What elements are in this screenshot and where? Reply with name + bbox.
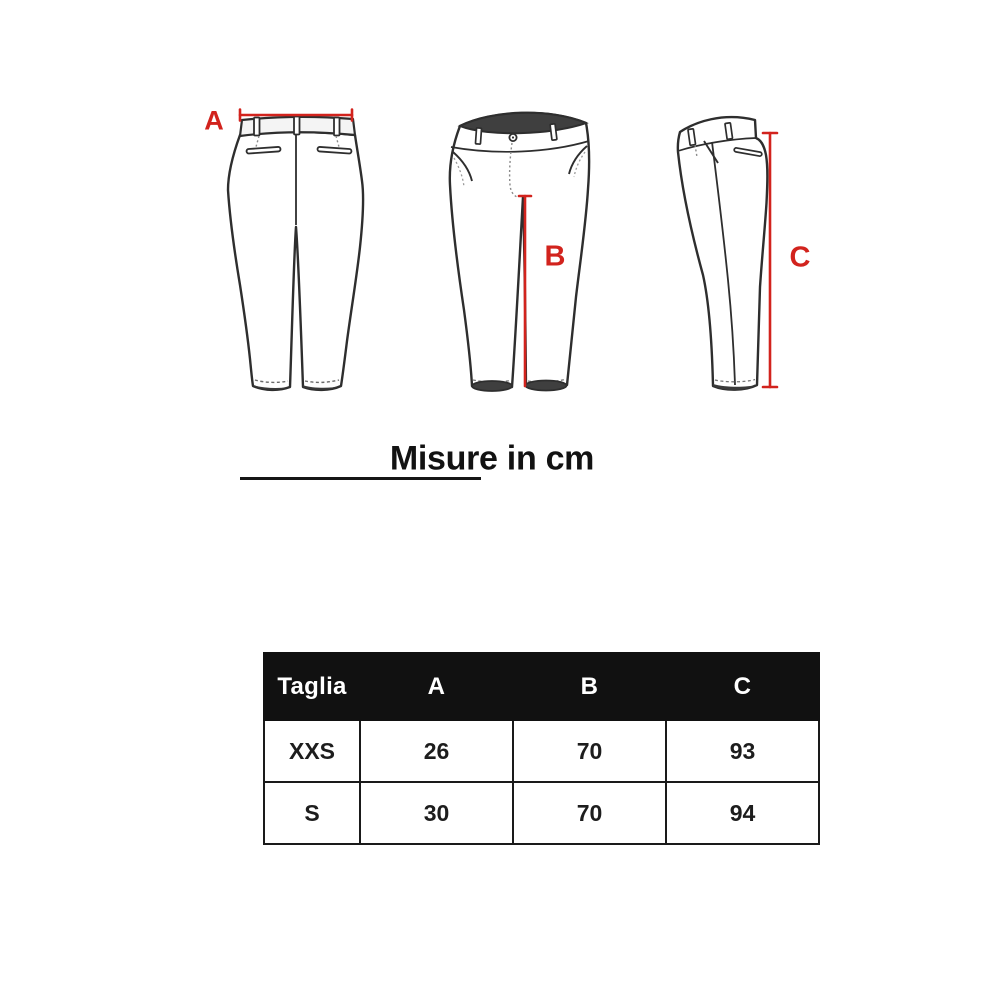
header-b: B — [513, 653, 666, 720]
header-c: C — [666, 653, 819, 720]
pants-back-view-drawing — [195, 95, 375, 405]
cell-size: S — [264, 782, 360, 844]
waist-button — [509, 134, 516, 141]
table-row-s — [264, 782, 819, 844]
measurement-label-b: B — [544, 240, 566, 273]
table-row-xxs — [264, 720, 819, 782]
cell-value: 26 — [360, 720, 513, 782]
title-underline — [240, 477, 481, 480]
measurement-label-c: C — [789, 241, 811, 274]
cell-value: 70 — [513, 782, 666, 844]
header-taglia: Taglia — [264, 653, 360, 720]
header-a: A — [360, 653, 513, 720]
cell-value: 94 — [666, 782, 819, 844]
page-title: Misure in cm — [389, 439, 595, 478]
hem-interiors — [472, 381, 567, 392]
cell-value: 30 — [360, 782, 513, 844]
cell-value: 70 — [513, 720, 666, 782]
measurement-label-a: A — [204, 105, 224, 136]
cell-value: 93 — [666, 720, 819, 782]
pants-front-view-illustration — [440, 95, 620, 405]
pants-front-view-drawing — [440, 95, 620, 405]
size-table — [263, 652, 820, 845]
size-table-header-row — [264, 653, 819, 720]
pants-back-view-illustration — [195, 95, 375, 405]
cell-size: XXS — [264, 720, 360, 782]
